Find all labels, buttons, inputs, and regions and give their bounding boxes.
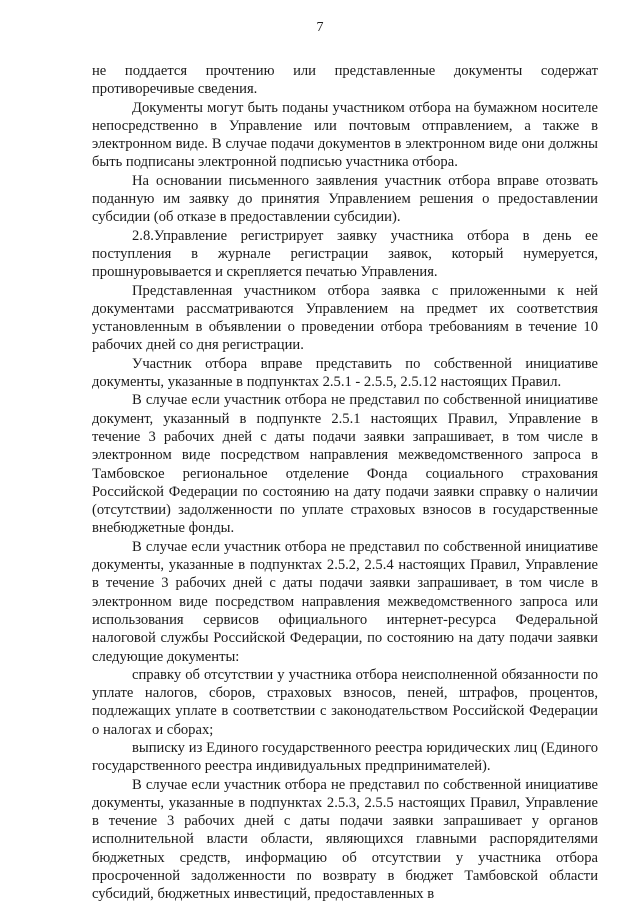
- paragraph: Участник отбора вправе представить по собственной инициативе документы, указанные в подпунктах 2.5.1 - 2.5.5, 2.5.12 настоящих Правил.: [92, 355, 598, 391]
- paragraph: Представленная участником отбора заявка с приложенными к ней документами рассматриваются Управлением на предмет их соответствия установленным в объявлении о проведении отбора требованиям в течение 10 рабочих дней со дня регистрации.: [92, 282, 598, 354]
- paragraph: В случае если участник отбора не представил по собственной инициативе документы, указанные в подпунктах 2.5.2, 2.5.4 настоящих Правил, Управление в течение 3 рабочих дней с даты подачи заявки запрашивает, в том числе в электронном виде посредством направления межведомственного запроса или использования сервисов официального интернет-ресурса Федеральной налоговой службы Российской Федерации, по состоянию на дату подачи заявки следующие документы:: [92, 538, 598, 665]
- paragraph: не поддается прочтению или представленные документы содержат противоречивые сведения.: [92, 63, 598, 98]
- document-body: [92, 62, 598, 904]
- page-number: 7: [316, 20, 324, 35]
- paragraph: Документы могут быть поданы участником отбора на бумажном носителе непосредственно в Управление или почтовым отправлением, а также в электронном виде. В случае подачи документов в электронном виде они должны быть подписаны электронной подписью участника отбора.: [92, 99, 598, 171]
- paragraph: На основании письменного заявления участник отбора вправе отозвать поданную им заявку до принятия Управлением решения о предоставлении субсидии (об отказе в предоставлении субсидии).: [92, 172, 598, 226]
- paragraph: В случае если участник отбора не представил по собственной инициативе документы, указанные в подпунктах 2.5.3, 2.5.5 настоящих Правил, Управление в течение 3 рабочих дней с даты подачи заявки запрашивает у органов исполнительной власти области, являющихся главными распорядителями бюджетных средств, информацию об отсутствии у участника отбора просроченной задолженности по возврату в бюджет Тамбовской области субсидий, бюджетных инвестиций, предоставленных в: [92, 776, 598, 903]
- paragraph: В случае если участник отбора не представил по собственной инициативе документ, указанный в подпункте 2.5.1 настоящих Правил, Управление в течение 3 рабочих дней с даты подачи заявки запрашивает, в том числе в электронном виде посредством направления межведомственного запроса в Тамбовское региональное отделение Фонда социального страхования Российской Федерации по состоянию на дату подачи заявки справку о наличии (отсутствии) задолженности по уплате страховых взносов в государственные внебюджетные фонды.: [92, 392, 598, 537]
- paragraph: выписку из Единого государственного реестра юридических лиц (Единого государственного реестра индивидуальных предпринимателей).: [92, 739, 598, 775]
- paragraph: справку об отсутствии у участника отбора неисполненной обязанности по уплате налогов, сборов, страховых взносов, пеней, штрафов, процентов, подлежащих уплате в соответствии с законодательством Российской Федерации о налогах и сборах;: [92, 666, 598, 738]
- paragraph: 2.8.Управление регистрирует заявку участника отбора в день ее поступления в журнале регистрации заявок, который нумеруется, прошнуровывается и скрепляется печатью Управления.: [92, 227, 598, 281]
